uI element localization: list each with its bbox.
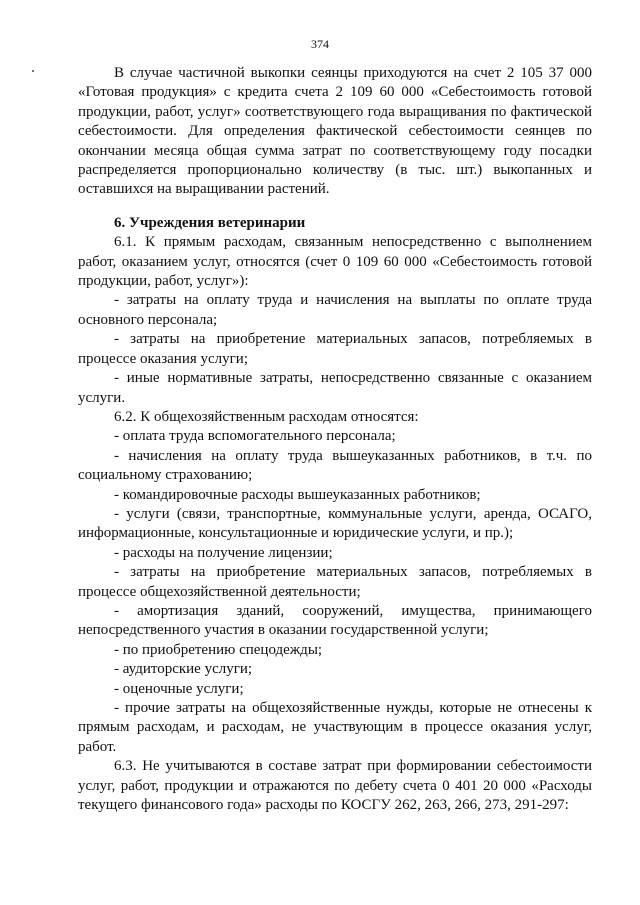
list-item: - командировочные расходы вышеуказанных работников; — [114, 486, 481, 503]
section-heading: 6. Учреждения ветеринарии — [114, 214, 306, 231]
list-item: - иные нормативные затраты, непосредственно связанные с оказанием услуги. — [78, 370, 592, 406]
scan-speck — [32, 70, 34, 72]
list-item: - начисления на оплату труда вышеуказанных работников, в т.ч. по социальному страхованию; — [78, 447, 592, 484]
list-item: - затраты на приобретение материальных запасов, потребляемых в процессе общехозяйственной деятельности; — [78, 564, 592, 600]
list-item: - оплата труда вспомогательного персонала; — [114, 428, 396, 445]
item-6-3: 6.3. Не учитываются в составе затрат при формировании себестоимости услуг, работ, продукции и отражаются по дебету счета 0 401 20 000 «Расходы текущего финансового года» расходы по КОСГУ 262, 263, 266, 273, 291-297: — [78, 758, 592, 814]
page-number: 374 — [311, 37, 329, 51]
document-body — [78, 64, 592, 815]
list-item: - расходы на получение лицензии; — [114, 544, 333, 561]
list-item: - затраты на оплату труда и начисления на выплаты по оплате труда основного персонала; — [78, 292, 592, 328]
list-item: - прочие затраты на общехозяйственные нужды, которые не отнесены к прямым расходам, и расходам, не участвующим в процессе оказания услуг, работ. — [78, 700, 592, 755]
list-item: - услуги (связи, транспортные, коммунальные услуги, аренда, ОСАГО, информационные, консультационные и юридические услуги, и пр.); — [78, 505, 592, 542]
list-item: - затраты на приобретение материальных запасов, потребляемых в процессе оказания услуги; — [78, 331, 592, 367]
paragraph-partial-digging: В случае частичной выкопки сеянцы приходуются на счет 2 105 37 000 «Готовая продукция» с кредита счета 2 109 60 000 «Себестоимость готовой продукции, работ, услуг» соответствующего года выращивания по фактической себестоимости. Для определения фактической себестоимости сеянцев по окончании месяца общая сумма затрат по соответствующему году посадки распределяется пропорционально количеству (в тыс. шт.) выкопанных и оставшихся на выращивании растений. — [78, 65, 592, 198]
list-item: - по приобретению спецодежды; — [114, 641, 323, 658]
item-6-2: 6.2. К общехозяйственным расходам относятся: — [114, 408, 419, 425]
item-6-1: 6.1. К прямым расходам, связанным непосредственно с выполнением работ, оказанием услуг, относятся (счет 0 109 60 000 «Себестоимость готовой продукции, работ, услуг»): — [78, 234, 592, 290]
list-item: - аудиторские услуги; — [114, 661, 253, 678]
list-item: - амортизация зданий, сооружений, имущества, принимающего непосредственного участия в оказании государственной услуги; — [78, 602, 592, 639]
list-item: - оценочные услуги; — [114, 680, 244, 697]
